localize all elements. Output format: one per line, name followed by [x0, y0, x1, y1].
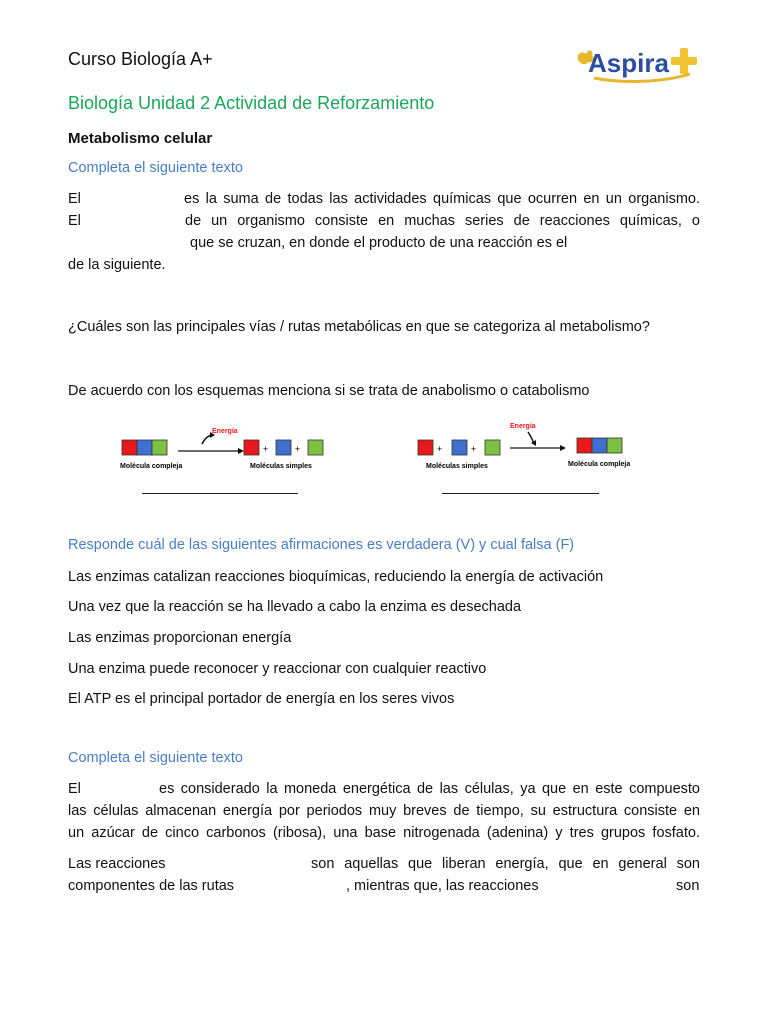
block-blue — [137, 440, 152, 455]
topic-heading: Metabolismo celular — [68, 130, 213, 147]
tf-statement: Las enzimas catalizan reacciones bioquímicas, reduciendo la energía de activación — [68, 569, 604, 585]
logo-text: Aspira — [588, 48, 669, 78]
label-complex: Molécula compleja — [568, 461, 631, 468]
s1-line1-start: El — [68, 191, 81, 207]
scheme-instruction: De acuerdo con los esquemas menciona si se trata de anabolismo o catabolismo — [68, 383, 590, 399]
answer-line-scheme-1[interactable] — [142, 493, 298, 494]
label-energy: Energía — [212, 428, 238, 435]
block-green — [152, 440, 167, 455]
tf-statement: Una enzima puede reconocer y reaccionar con cualquier reactivo — [68, 661, 487, 677]
truefalse-instruction: Responde cuál de las siguientes afirmaciones es verdadera (V) y cual falsa (F) — [68, 537, 575, 553]
s2-p2-line2-start: componentes de las rutas — [68, 878, 235, 894]
instruction-complete-1: Completa el siguiente texto — [68, 160, 243, 176]
question-metabolic-routes: ¿Cuáles son las principales vías / rutas metabólicas en que se categoriza al metabolismo? — [68, 319, 650, 335]
s1-line2-end: de un organismo consiste en muchas series de reacciones químicas, o — [185, 213, 700, 229]
scheme-catabolism-diagram — [100, 418, 360, 483]
aspira-logo — [574, 40, 702, 86]
scheme-anabolism-diagram — [400, 418, 660, 483]
s2-p2-line1-start: Las reacciones — [68, 856, 166, 872]
label-energy: Energía — [510, 423, 536, 430]
svg-text:+: + — [471, 444, 477, 454]
tf-statement: El ATP es el principal portador de energía en los seres vivos — [68, 691, 455, 707]
block-red — [122, 440, 137, 455]
course-title: Curso Biología A+ — [68, 49, 213, 69]
label-simple: Moléculas simples — [426, 463, 488, 470]
tf-statement: Una vez que la reacción se ha llevado a cabo la enzima es desechada — [68, 599, 522, 615]
s2-p1-line3: un azúcar de cinco carbonos (ribosa), una base nitrogenada (adenina) y tres grupos fosfato. — [68, 825, 700, 841]
s1-line3: que se cruzan, en donde el producto de una reacción es el — [190, 235, 568, 251]
s2-p1-line1-start: El — [68, 781, 81, 797]
label-simple: Moléculas simples — [250, 463, 312, 470]
unit-title: Biología Unidad 2 Actividad de Reforzamiento — [68, 93, 435, 113]
svg-text:+: + — [437, 444, 443, 454]
s2-p2-line2-mid: , mientras que, las reacciones — [346, 878, 539, 894]
s1-line2-start: El — [68, 213, 81, 229]
s2-p1-line2: las células almacenan energía por periodos muy breves de tiempo, su estructura consiste en — [68, 803, 700, 819]
svg-text:+: + — [295, 444, 301, 454]
s1-line4: de la siguiente. — [68, 257, 166, 273]
tf-statement: Las enzimas proporcionan energía — [68, 630, 292, 646]
s2-p2-line2-end: son — [676, 878, 700, 894]
s1-line1-end: es la suma de todas las actividades químicas que ocurren en un organismo. — [184, 191, 700, 207]
label-complex: Molécula compleja — [120, 463, 183, 470]
svg-text:+: + — [263, 444, 269, 454]
s2-p2-line1-end: son aquellas que liberan energía, que en general son — [311, 856, 700, 872]
instruction-complete-2: Completa el siguiente texto — [68, 750, 243, 766]
answer-line-scheme-2[interactable] — [442, 493, 599, 494]
s2-p1-line1-end: es considerado la moneda energética de las células, ya que en este compuesto — [159, 781, 700, 797]
